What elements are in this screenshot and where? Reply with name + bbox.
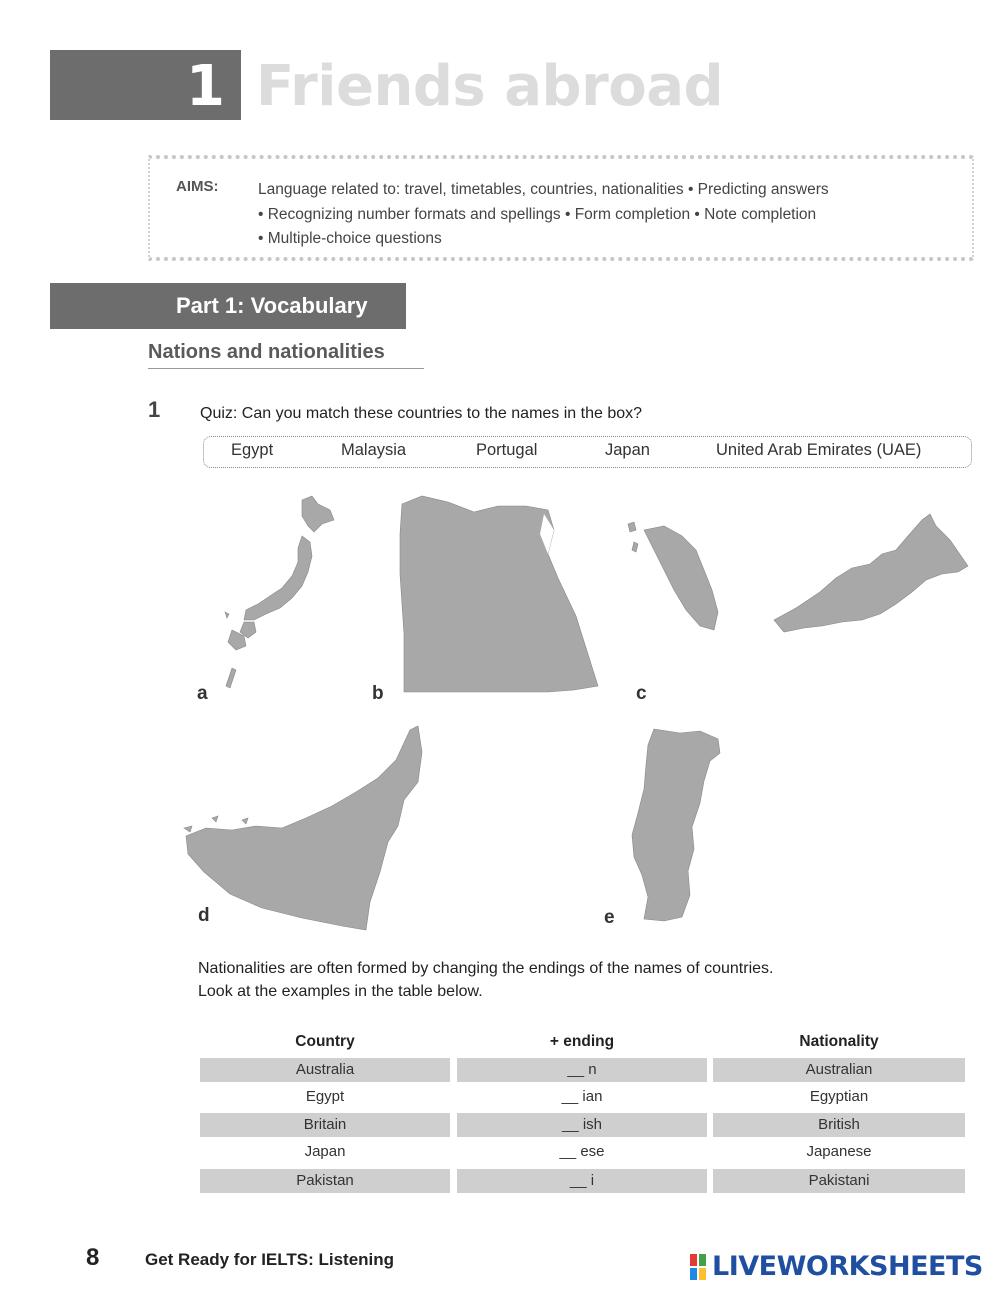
- aims-list: [258, 178, 829, 252]
- table-cell-ending: __ ish: [457, 1113, 707, 1137]
- map-label-a: a: [197, 683, 208, 704]
- uae-map-icon: [182, 722, 432, 934]
- table-cell-country: Pakistan: [200, 1169, 450, 1193]
- aims-line: Language related to: travel, timetables, countries, nationalities • Predicting answers: [258, 181, 829, 198]
- table-cell-country: Australia: [200, 1058, 450, 1082]
- part-title: Part 1: Vocabulary: [176, 293, 368, 318]
- map-label-b: b: [372, 683, 384, 704]
- table-cell-ending: __ n: [457, 1058, 707, 1082]
- exercise-prompt: Quiz: Can you match these countries to the names in the box?: [200, 405, 643, 422]
- table-cell-country: Britain: [200, 1113, 450, 1137]
- malaysia-map-icon: [624, 512, 974, 642]
- brand-name[interactable]: LIVEWORKSHEETS: [712, 1251, 983, 1282]
- unit-title: Friends abroad: [256, 54, 724, 119]
- word-box-item[interactable]: United Arab Emirates (UAE): [716, 441, 922, 459]
- table-cell-nationality: Japanese: [806, 1143, 872, 1160]
- liveworksheets-logo-icon: [690, 1254, 706, 1280]
- table-cell-nationality: Pakistani: [713, 1169, 965, 1193]
- section-heading: Nations and nationalities: [148, 341, 424, 369]
- book-title: Get Ready for IELTS: Listening: [145, 1250, 395, 1269]
- table-cell-ending: __ ian: [561, 1088, 603, 1105]
- table-cell-country: Egypt: [305, 1088, 345, 1105]
- table-cell-nationality: British: [713, 1113, 965, 1137]
- paragraph-line: Look at the examples in the table below.: [198, 983, 483, 1000]
- table-cell-nationality: Australian: [713, 1058, 965, 1082]
- table-header-ending: + ending: [549, 1033, 615, 1050]
- paragraph-line: Nationalities are often formed by changing the endings of the names of countries.: [198, 960, 774, 977]
- table-cell-country: Japan: [304, 1143, 346, 1160]
- word-box-item[interactable]: Japan: [605, 441, 650, 459]
- page-number: 8: [86, 1244, 100, 1271]
- table-cell-nationality: Egyptian: [809, 1088, 869, 1105]
- instruction-paragraph: [198, 957, 773, 1003]
- aims-line: • Recognizing number formats and spellings • Form completion • Note completion: [258, 205, 817, 223]
- portugal-map-icon: [624, 725, 728, 925]
- table-cell-ending: __ i: [457, 1169, 707, 1193]
- map-label-d: d: [198, 905, 210, 926]
- aims-label: AIMS:: [176, 178, 219, 195]
- table-header-country: Country: [295, 1033, 355, 1050]
- map-label-e: e: [604, 907, 615, 928]
- egypt-map-icon: [398, 494, 602, 694]
- word-box-item[interactable]: Portugal: [476, 441, 538, 459]
- table-cell-ending: __ ese: [559, 1143, 605, 1160]
- exercise-number: 1: [148, 397, 161, 422]
- aims-line: • Multiple-choice questions: [258, 230, 442, 247]
- unit-number: 1: [186, 54, 225, 119]
- word-box-item[interactable]: Malaysia: [341, 441, 407, 459]
- word-box-item[interactable]: Egypt: [231, 441, 274, 459]
- table-header-nationality: Nationality: [799, 1033, 879, 1050]
- japan-map-icon: [222, 492, 342, 702]
- map-label-c: c: [636, 683, 647, 704]
